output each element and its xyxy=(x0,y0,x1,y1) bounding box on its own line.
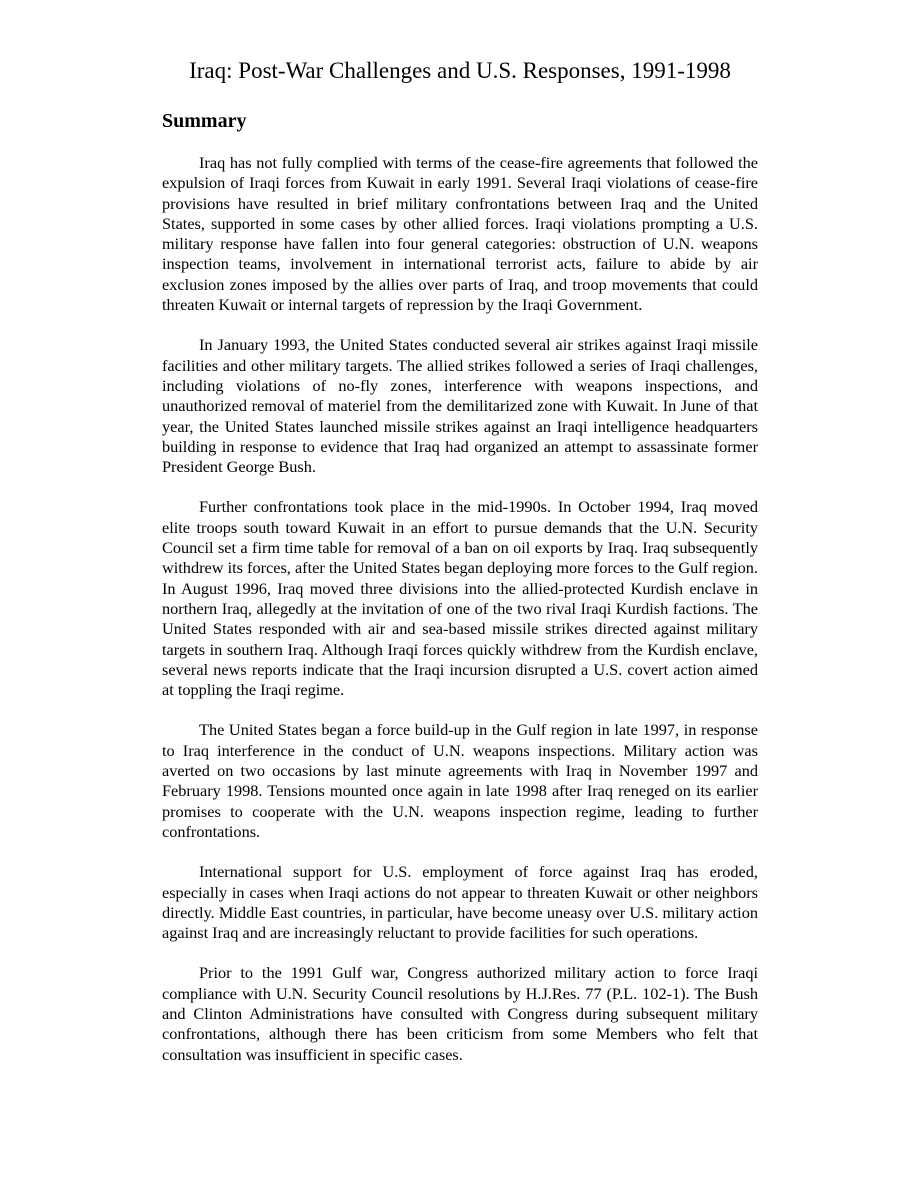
paragraph: Iraq has not fully complied with terms of the cease-fire agreements that followed the expulsion of Iraqi forces from Kuwait in early 1991. Several Iraqi violations of cease-fire provisions have resulted in brief military confrontations between Iraq and the United States, supported in some cases by other allied forces. Iraqi violations prompting a U.S. military response have fallen into four general categories: obstruction of U.N. weapons inspection teams, involvement in international terrorist acts, failure to abide by air exclusion zones imposed by the allies over parts of Iraq, and troop movements that could threaten Kuwait or internal targets of repression by the Iraqi Government. xyxy=(162,153,758,315)
paragraph: In January 1993, the United States conducted several air strikes against Iraqi missile facilities and other military targets. The allied strikes followed a series of Iraqi challenges, including violations of no-fly zones, interference with weapons inspections, and unauthorized removal of materiel from the demilitarized zone with Kuwait. In June of that year, the United States launched missile strikes against an Iraqi intelligence headquarters building in response to evidence that Iraq had organized an attempt to assassinate former President George Bush. xyxy=(162,335,758,477)
paragraph: Prior to the 1991 Gulf war, Congress authorized military action to force Iraqi compliance with U.N. Security Council resolutions by H.J.Res. 77 (P.L. 102-1). The Bush and Clinton Administrations have consulted with Congress during subsequent military confrontations, although there has been criticism from some Members who felt that consultation was insufficient in specific cases. xyxy=(162,963,758,1064)
section-heading: Summary xyxy=(162,110,247,132)
document-title: Iraq: Post-War Challenges and U.S. Responses, 1991-1998 xyxy=(189,58,731,83)
summary-body xyxy=(162,153,758,1065)
paragraph: Further confrontations took place in the mid-1990s. In October 1994, Iraq moved elite troops south toward Kuwait in an effort to pursue demands that the U.N. Security Council set a firm time table for removal of a ban on oil exports by Iraq. Iraq subsequently withdrew its forces, after the United States began deploying more forces to the Gulf region. In August 1996, Iraq moved three divisions into the allied-protected Kurdish enclave in northern Iraq, allegedly at the invitation of one of the two rival Iraqi Kurdish factions. The United States responded with air and sea-based missile strikes directed against military targets in southern Iraq. Although Iraqi forces quickly withdrew from the Kurdish enclave, several news reports indicate that the Iraqi incursion disrupted a U.S. covert action aimed at toppling the Iraqi regime. xyxy=(162,497,758,700)
document-page xyxy=(162,56,758,1085)
paragraph: The United States began a force build-up in the Gulf region in late 1997, in response to Iraq interference in the conduct of U.N. weapons inspections. Military action was averted on two occasions by last minute agreements with Iraq in November 1997 and February 1998. Tensions mounted once again in late 1998 after Iraq reneged on its earlier promises to cooperate with the U.N. weapons inspection regime, leading to further confrontations. xyxy=(162,720,758,841)
paragraph: International support for U.S. employment of force against Iraq has eroded, especially in cases when Iraqi actions do not appear to threaten Kuwait or other neighbors directly. Middle East countries, in particular, have become uneasy over U.S. military action against Iraq and are increasingly reluctant to provide facilities for such operations. xyxy=(162,862,758,943)
